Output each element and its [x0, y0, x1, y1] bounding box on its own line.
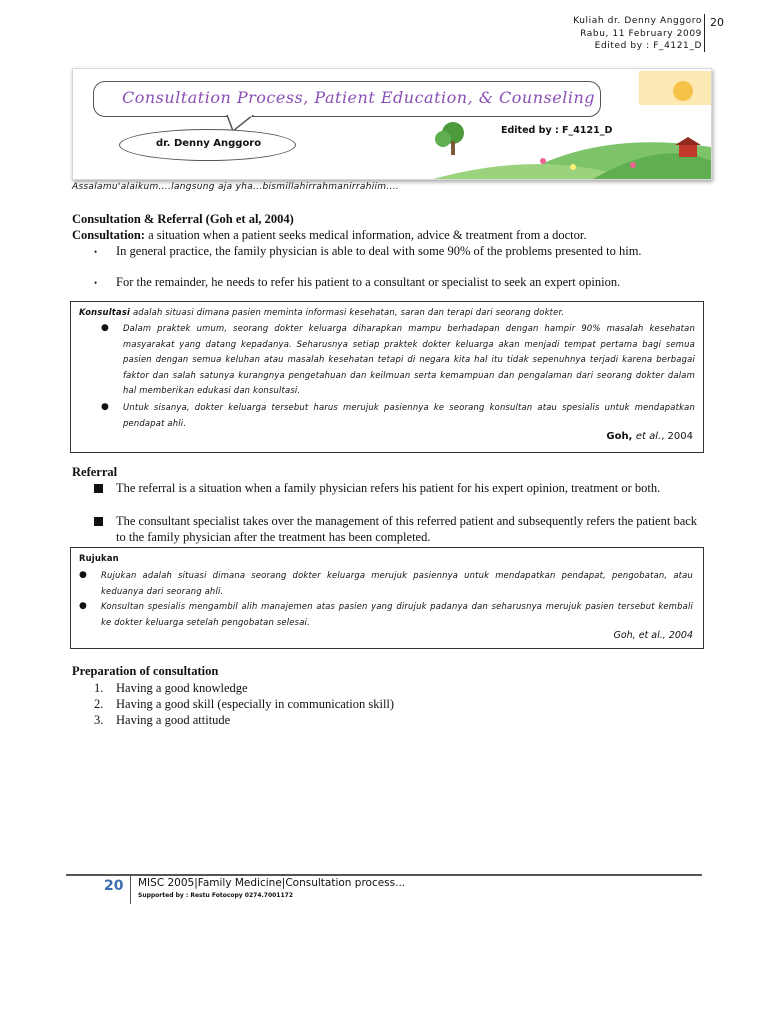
list-item: ● Konsultan spesialis mengambil alih manajemen atas pasien yang dirujuk padanya dan seharusnya merujuk pasien tersebut kembali ke dokter keluarga setelah pengobatan selesai. [79, 599, 693, 630]
title-box [93, 81, 601, 117]
consultation-definition [72, 228, 702, 244]
list-item: ● Rujukan adalah situasi dimana seorang dokter keluarga merujuk pasiennya untuk mendapatkan pendapat, pengobatan, atau keduanya dari seorang ahli. [79, 568, 693, 599]
author-bubble [119, 129, 296, 161]
greeting: Assalamu'alaikum....langsung aja yha...bismillahirrahmanirrahiim.... [72, 182, 400, 192]
footer-divider [130, 876, 131, 904]
consultation-term: Consultation: [72, 228, 145, 242]
header-date: Rabu, 11 February 2009 [580, 28, 702, 39]
rujukan-title: Rujukan [79, 553, 119, 563]
list-item: The consultant specialist takes over the management of this referred patient and subsequently refers the patient back to the family physician after the treatment has been completed. [94, 514, 702, 545]
header-lecture: Kuliah dr. Denny Anggoro [573, 16, 702, 26]
bullet-icon: ● [79, 601, 88, 611]
bullet-icon: ● [101, 323, 110, 333]
square-bullet-icon [94, 484, 103, 493]
konsultasi-citation: Goh, et al., 2004 [606, 431, 693, 442]
list-item: ● Dalam praktek umum, seorang dokter keluarga diharapkan mampu berhadapan dengan hampir 90% masalah kesehatan masyarakat yang datang kepadanya. Seharusnya setiap praktek dokter keluarga akan menjadi tempat pertama bagi semua pasien dengan semua keluhan atau masalah kesehatan tetapi di negara kita hal itu tidak sepenuhnya terjadi karena berbagai faktor dan salah satunya kurangnya pengetahuan dan keilmuan serta kemampuan dan pengalaman dari seorang dokter dalam hal memberikan edukasi dan konsultasi. [101, 321, 695, 399]
rujukan-citation: Goh, et al., 2004 [613, 630, 693, 641]
title-banner [72, 68, 712, 180]
consultation-definition-text: a situation when a patient seeks medical information, advice & treatment from a doctor. [144, 228, 587, 242]
konsultasi-note-box [70, 301, 704, 453]
bullet-icon: ● [101, 402, 110, 412]
konsultasi-intro: Konsultasi adalah situasi dimana pasien meminta informasi kesehatan, saran dan terapi dari seorang dokter. [79, 307, 565, 317]
bullet-icon: ● [79, 570, 88, 580]
list-item: 2. Having a good skill (especially in communication skill) [94, 697, 395, 711]
header-meta [573, 15, 702, 53]
footer-supported-by: Supported by : Restu Fotocopy 0274.7001172 [138, 892, 294, 899]
list-item: • In general practice, the family physician is able to deal with some 90% of the problems presented to him. [94, 244, 702, 261]
footer-title: MISC 2005|Family Medicine|Consultation process... [138, 877, 406, 889]
list-item: The referral is a situation when a family physician refers his patient for his expert opinion, treatment or both. [94, 481, 702, 498]
rujukan-note-box [70, 547, 704, 649]
header-editor: Edited by : F_4121_D [594, 41, 702, 51]
banner-title: Consultation Process, Patient Education, & Counseling [122, 88, 595, 107]
list-item: • For the remainder, he needs to refer his patient to a consultant or specialist to seek an expert opinion. [94, 275, 702, 292]
bullet-icon: • [94, 278, 98, 288]
bullet-icon: • [94, 247, 98, 257]
konsultasi-term: Konsultasi [79, 307, 131, 317]
referral-heading: Referral [72, 465, 118, 479]
banner-edited-by: Edited by : F_4121_D [501, 125, 613, 136]
header-page-number: 20 [710, 16, 724, 29]
list-item: ● Untuk sisanya, dokter keluarga tersebut harus merujuk pasiennya ke seorang konsultan atau spesialis untuk mendapatkan pendapat ahli. [101, 400, 695, 431]
footer-rule [66, 874, 702, 876]
square-bullet-icon [94, 517, 103, 526]
footer-page-number: 20 [104, 878, 124, 894]
list-item: 1. Having a good knowledge [94, 681, 248, 695]
header-divider [704, 14, 705, 52]
consultation-heading: Consultation & Referral (Goh et al, 2004) [72, 212, 294, 226]
author-name: dr. Denny Anggoro [156, 138, 262, 149]
preparation-heading: Preparation of consultation [72, 664, 219, 678]
list-item: 3. Having a good attitude [94, 713, 231, 727]
